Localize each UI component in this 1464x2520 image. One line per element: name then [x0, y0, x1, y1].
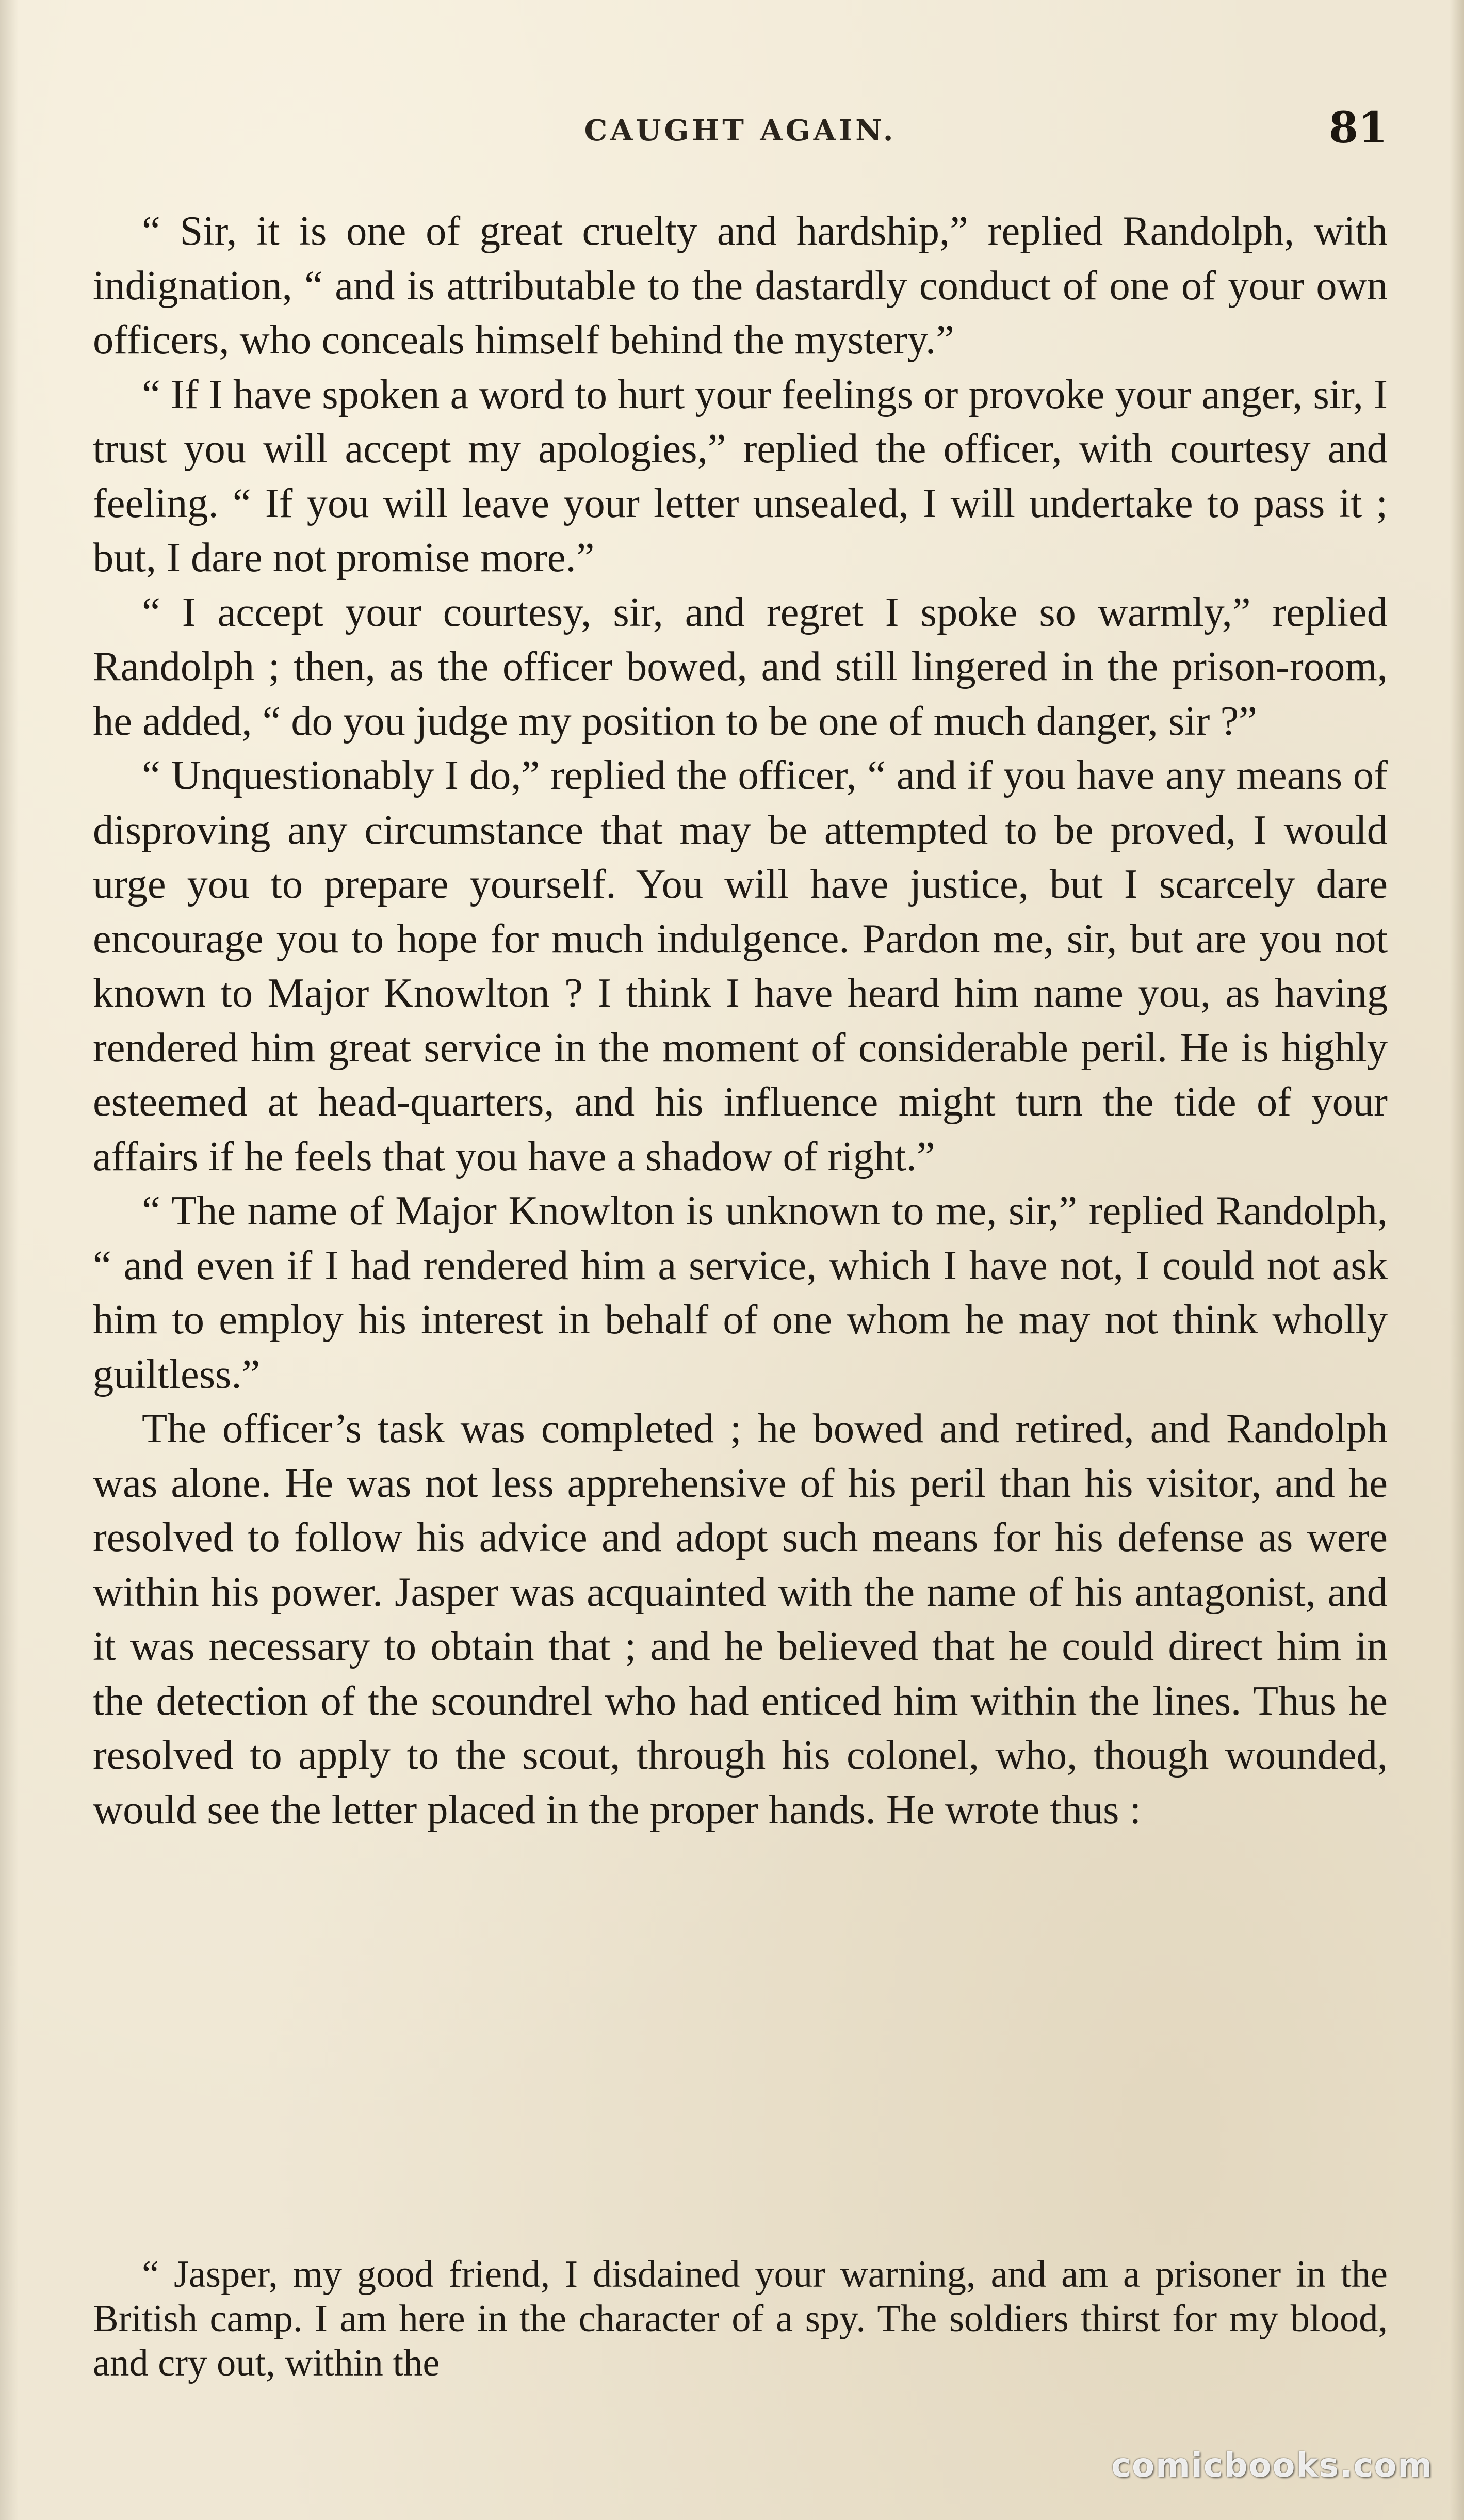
page-number: 81 — [1328, 103, 1388, 153]
paragraph: “ Sir, it is one of great cruelty and hardship,” replied Randolph, with indignation, “ and is attributable to the dastardly conduct of one of your own officers, who conceals himself behind the mystery.” — [93, 208, 1388, 363]
paragraph: “ If I have spoken a word to hurt your feelings or provoke your anger, sir, I trust you will accept my apologies,” replied the officer, with courtesy and feeling. “ If you will leave your letter unsealed, I will undertake to pass it ; but, I dare not promise more.” — [93, 371, 1388, 580]
running-title: CAUGHT AGAIN. — [584, 114, 897, 148]
page-edge-shadow-left — [0, 0, 19, 2520]
letter-paragraph: “ Jasper, my good friend, I disdained your warning, and am a prisoner in the British camp. I am here in the character of a spy. The soldiers thirst for my blood, and cry out, within the — [93, 2253, 1388, 2384]
paragraph: “ Unquestionably I do,” replied the officer, “ and if you have any means of disproving any circumstance that may be attempted to be proved, I would urge you to prepare yourself. You will have justice, but I scarcely dare encourage you to hope for much indulgence. Pardon me, sir, but are you not known to Major Knowlton ? I think I have heard him name you, as having rendered him great service in the moment of considerable peril. He is highly esteemed at head-quarters, and his influence might turn the tide of your affairs if he feels that you have a shadow of right.” — [93, 752, 1388, 1180]
paragraph: “ The name of Major Knowlton is unknown to me, sir,” replied Randolph, “ and even if I had rendered him a service, which I have not, I could not ask him to employ his interest in behalf of one whom he may not think wholly guiltless.” — [93, 1188, 1388, 1397]
body-text — [93, 204, 1388, 1837]
letter-excerpt — [93, 2252, 1388, 2385]
page-edge-shadow-right — [1450, 0, 1464, 2520]
paragraph: “ I accept your courtesy, sir, and regret I spoke so warmly,” replied Randolph ; then, as the officer bowed, and still lingered in the prison-room, he added, “ do you judge my position to be one of much danger, sir ?” — [93, 589, 1388, 744]
page-header — [93, 98, 1388, 160]
paragraph: The officer’s task was completed ; he bowed and retired, and Randolph was alone. He was not less apprehensive of his peril than his visitor, and he resolved to follow his advice and adopt such means for his defense as were within his power. Jasper was acquainted with the name of his antagonist, and it was necessary to obtain that ; and he believed that he could direct him in the detection of the scoundrel who had enticed him within the lines. Thus he resolved to apply to the scout, through his colonel, who, though wounded, would see the letter placed in the proper hands. He wrote thus : — [93, 1406, 1388, 1833]
watermark: comicbooks.com — [1111, 2447, 1433, 2485]
